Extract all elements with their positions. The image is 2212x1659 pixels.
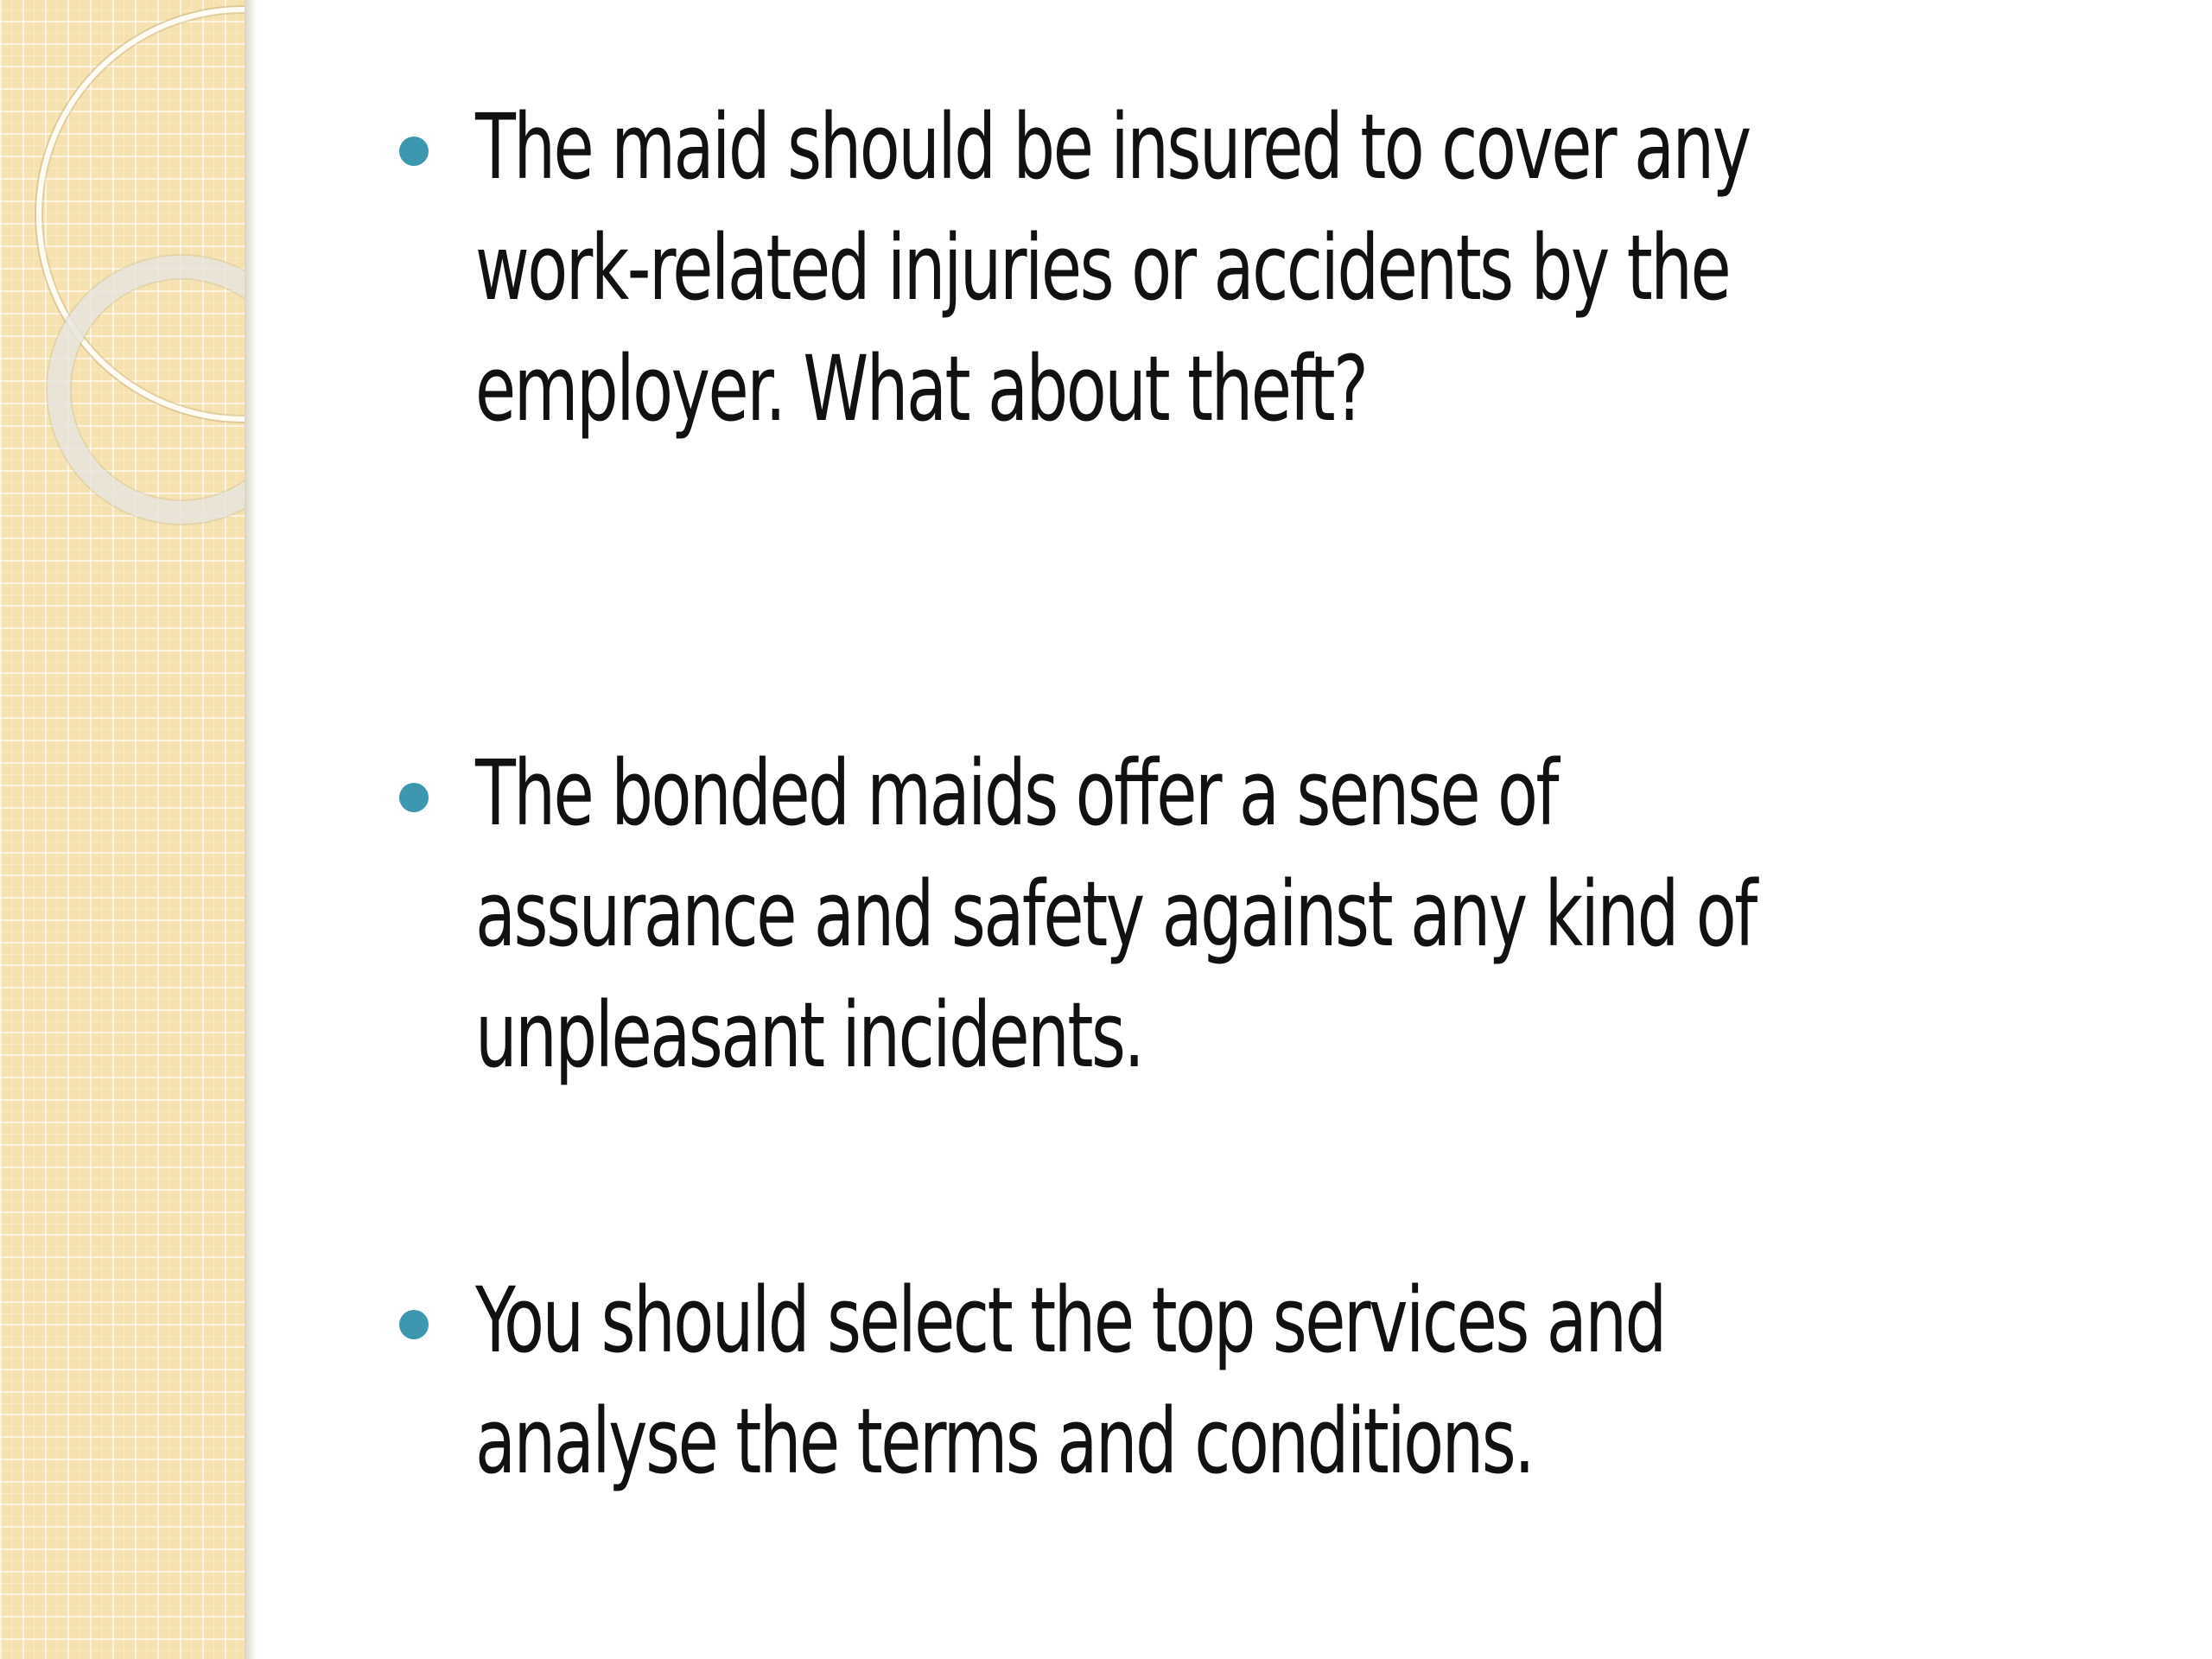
bullet-dot-icon (399, 137, 429, 166)
bullet-text: The bonded maids offer a sense of assurance and safety against any kind of unpleasant incidents. (475, 741, 1756, 1088)
decorative-side-panel (0, 0, 245, 1659)
bullet-text: You should select the top services and analyse the terms and conditions. (475, 1268, 1665, 1494)
bullet-text: The maid should be insured to cover any work-related injuries or accidents by the employer. What about theft? (475, 94, 1750, 442)
bullet-item (380, 86, 2160, 449)
side-panel-shadow (245, 0, 257, 1659)
bullet-item (380, 733, 2160, 1096)
bullet-dot-icon (399, 783, 429, 812)
bullet-item (380, 1260, 2160, 1502)
bullet-dot-icon (399, 1310, 429, 1339)
